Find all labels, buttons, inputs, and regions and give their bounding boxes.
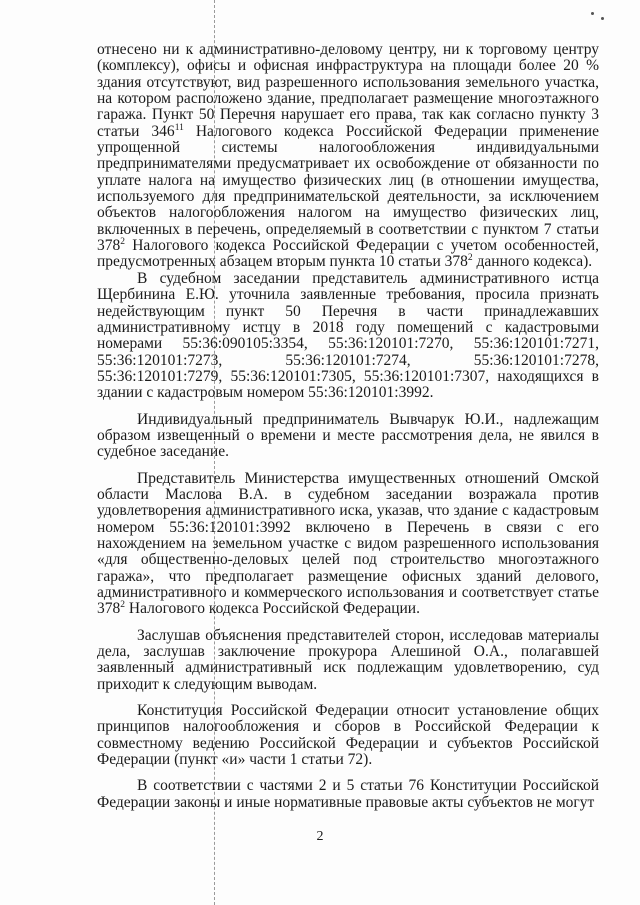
text-run: В судебном заседании представитель административного истца Щербинина Е.Ю. уточнила заявленные требования, просила признать недействующим пункт 50 Перечня в части принадлежавших административному истцу в 2018 году помещений с кадастровыми номерами 55:36:090105:3354, 55:36:120101:7270, 55:36:120101:7271, 55:36:120101:7273, 55:36:120101:7274, 55:36:120101:7278, 55:36:120101:7279, 55:36:120101:7305, 55:36:120101:7307, находящихся в здании с кадастровым номером 55:36:120101:3992. bbox=[97, 269, 599, 402]
text-run: Налогового кодекса Российской Федерации с учетом особенностей, предусмотренных абзацем вторым пункта 10 статьи 378 bbox=[97, 237, 599, 271]
text-run: данного кодекса). bbox=[472, 253, 593, 271]
text-run: Заслушав объяснения представителей сторон, исследовав материалы дела, заслушав заключение прокурора Алешиной О.А., полагавшей заявленный административный иск подлежащим удовлетворению, суд приходит к следующим выводам. bbox=[97, 626, 599, 693]
paragraph-p7 bbox=[97, 778, 599, 811]
scan-speck bbox=[601, 17, 604, 20]
superscript: 2 bbox=[467, 253, 473, 264]
superscript: 2 bbox=[120, 600, 125, 611]
superscript: 2 bbox=[120, 237, 125, 248]
paragraph-p3 bbox=[97, 412, 599, 461]
text-run: Представитель Министерства имущественных отношений Омской области Маслова В.А. в судебном заседании возражала против удовлетворения административного иска, указав, что здание с кадастровым номером 55:36:120101:3992 включено в Перечень в связи с его нахождением на земельном участке с видом разрешенного использования «для общественно-деловых целей под строительство многоэтажного гаража», что предполагает размещение офисных зданий делового, административного и коммерческого использования и соответствует статье 378 bbox=[97, 469, 599, 618]
text-run: Налогового кодекса Российской Федерации. bbox=[125, 600, 420, 618]
paragraph-p1 bbox=[97, 42, 599, 271]
document-body bbox=[97, 42, 599, 811]
paragraph-p6 bbox=[97, 703, 599, 768]
scan-speck bbox=[591, 12, 594, 15]
text-run: В соответствии с частями 2 и 5 статьи 76 Конституции Российской Федерации законы и иные нормативные правовые акты субъектов не могут bbox=[97, 777, 599, 811]
text-run: Налогового кодекса Российской Федерации применение упрощенной системы налогообложения индивидуальными предпринимателями предусматривает их освобождение от обязанности по уплате налога на имущество физических лиц (в отношении имущества, используемого для предпринимательской деятельности, за исключением объектов налогообложения налогом на имущество физических лиц, включенных в перечень, определяемый в соответствии с пунктом 7 статьи 378 bbox=[97, 122, 599, 255]
paragraph-p2 bbox=[97, 271, 599, 402]
superscript: 11 bbox=[174, 122, 184, 133]
page-number: 2 bbox=[316, 829, 324, 844]
text-run: отнесено ни к административно-деловому центру, ни к торговому центру (комплексу), офисы и офисная инфраструктура на площади более 20 % здания отсутствуют, вид разрешенного использования земельного участка, на котором расположено здание, предполагает размещение многоэтажного гаража. Пункт 50 Перечня нарушает его права, так как согласно пункту 3 статьи 346 bbox=[97, 41, 599, 140]
paragraph-p5 bbox=[97, 628, 599, 693]
text-run: Конституция Российской Федерации относит установление общих принципов налогообложения и сборов в Российской Федерации к совместному ведению Российской Федерации и субъектов Российской Федерации (пункт «и» части 1 статьи 72). bbox=[97, 702, 599, 769]
paragraph-p4 bbox=[97, 471, 599, 618]
text-run: Индивидуальный предприниматель Вывчарук Ю.И., надлежащим образом извещенный о времени и месте рассмотрения дела, не явился в судебное заседание. bbox=[97, 410, 599, 461]
